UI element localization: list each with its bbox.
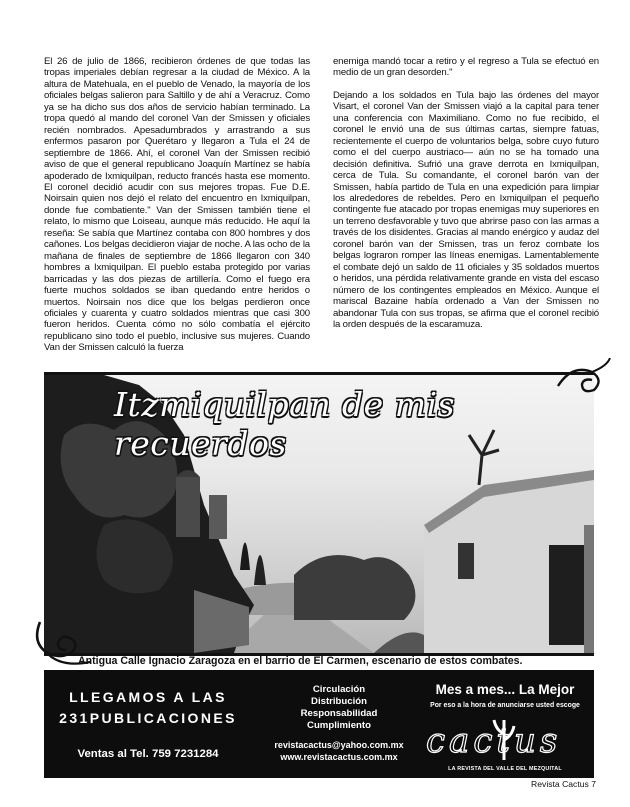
ad-service-item: Circulación <box>312 684 366 695</box>
photo-title: Itzmiquilpan de mis recuerdos <box>114 385 455 463</box>
article-column-right <box>333 56 599 341</box>
logo-wordmark: cactus <box>426 721 562 761</box>
cactus-logo <box>420 712 590 764</box>
ad-email-link[interactable]: revistacactus@yahoo.com.mx <box>274 740 404 750</box>
ad-headline: LLEGAMOS A LAS <box>69 689 227 705</box>
photo-caption: Antigua Calle Ignacio Zaragoza en el barrio de El Carmen, escenario de estos combates. <box>78 655 523 667</box>
ad-service-item: Cumplimiento <box>307 720 371 731</box>
ad-slogan: Mes a mes... La Mejor <box>435 682 575 697</box>
advertisement-banner <box>44 670 594 778</box>
article-paragraph: El 26 de julio de 1866, recibieron órdenes de que todas las tropas imperiales debían regresar a la ciudad de México. A la altura de Matehuala, en el pueblo de Venado, la mayoría de los oficiales belgas salieron para Saltillo y de ahí a Veracruz. Como ya se ha dicho sus dos años de servicio habían terminado. La tropa quedó al mando del coronel Van der Smissen y oficiales recién nombrados. Apesadumbrados y arrastrando a sus enfermos pasaron por Querétaro y llegaron a Tula el 24 de septiembre de 1866. Ahí, el coronel Van der Smissen recibió aviso de que el general republicano Joaquín Martínez se había apoderado de Ixmiquilpan, reducto francés hasta ese momento. El coronel decidió acudir con sus mejores tropas. Fue D.E. Noirsain quien nos dejó el relato del encuentro en Ixmiquilpan, donde fue combatiente." Van der Smissen también tiene el relato, lo mismo que Loiseau, aunque más reducido. He aquí la reseña: Se sabía que Martínez contaba con 800 hombres y dos cañones. Los belgas decidieron viajar de noche. A las ocho de la mañana de finales de septiembre de 1866 llegaron con 340 hombres a Ixmiquilpan. El pueblo estaba protegido por varias barricadas y las dos piezas de artillería. Como el fuego era fuerte muchos soldados se iban quedando entre heridos o muertos. Noirsain nos dice que los belgas perdieron once oficiales y cuarenta y cuatro soldados mientras que casi 300 fueron heridos. Cuenta cómo no sólo combatía el ejército republicano sino todo el pueblo, inclusive sus mujeres. Cuando Van der Smissen calculó la fuerza <box>44 56 310 354</box>
ad-headline-count: 231PUBLICACIONES <box>59 710 237 726</box>
article-paragraph: Dejando a los soldados en Tula bajo las órdenes del mayor Visart, el coronel Van der Smissen viajó a la capital para tener una conferencia con Maximiliano. Como no fue recibido, el coronel le envió una de sus últimas cartas, siempre fatuas, recientemente el cuerpo de voluntarios belga, sobre cuyo futuro como el del cuerpo austriaco— aún no se ha tomado una decisión definitiva. Sufrió una grave derrota en Ixmiquilpan, cerca de Tula. Su comandante, el coronel barón van der Smissen, había partido de Tula en una expedición para limpiar los alrededores de rebeldes. Pero en Ixmiquilpan el pequeño contingente fue atacado por tropas enemigas muy superiores en un terreno desfavorable y tuvo que abrirse paso con las armas a través de los disidentes. Gracias al mando enérgico y audaz del coronel barón van der Smissen, tras un feroz combate los belgas lograron romper las líneas enemigas. Lamentablemente el combate dejó un saldo de 11 oficiales y 35 soldados muertos o heridos, una pérdida relativamente grande en vista del escaso número de los contingentes empleados en México. Aunque el mariscal Bazaine había ordenado a Van der Smissen no abandonar Tula con sus tropas, se afirma que el coronel recibió la orden después de la escaramuza. <box>333 89 599 330</box>
ad-logo-tagline: LA REVISTA DEL VALLE DEL MEZQUITAL <box>448 766 562 772</box>
page-footer: Revista Cactus 7 <box>531 779 596 789</box>
scroll-ornament-icon <box>552 358 612 408</box>
article-column-left <box>44 56 310 365</box>
ad-website-link[interactable]: www.revistacactus.com.mx <box>280 752 398 762</box>
ad-service-item: Distribución <box>311 696 367 707</box>
ad-subslogan: Por eso a la hora de anunciarse usted escoge <box>430 702 580 709</box>
ad-service-item: Responsabilidad <box>300 708 378 719</box>
article-paragraph: enemiga mandó tocar a retiro y el regreso a Tula se efectuó en medio de un gran desorden." <box>333 56 599 79</box>
ad-phone: Ventas al Tel. 759 7231284 <box>77 748 219 760</box>
street-photo <box>44 372 594 656</box>
